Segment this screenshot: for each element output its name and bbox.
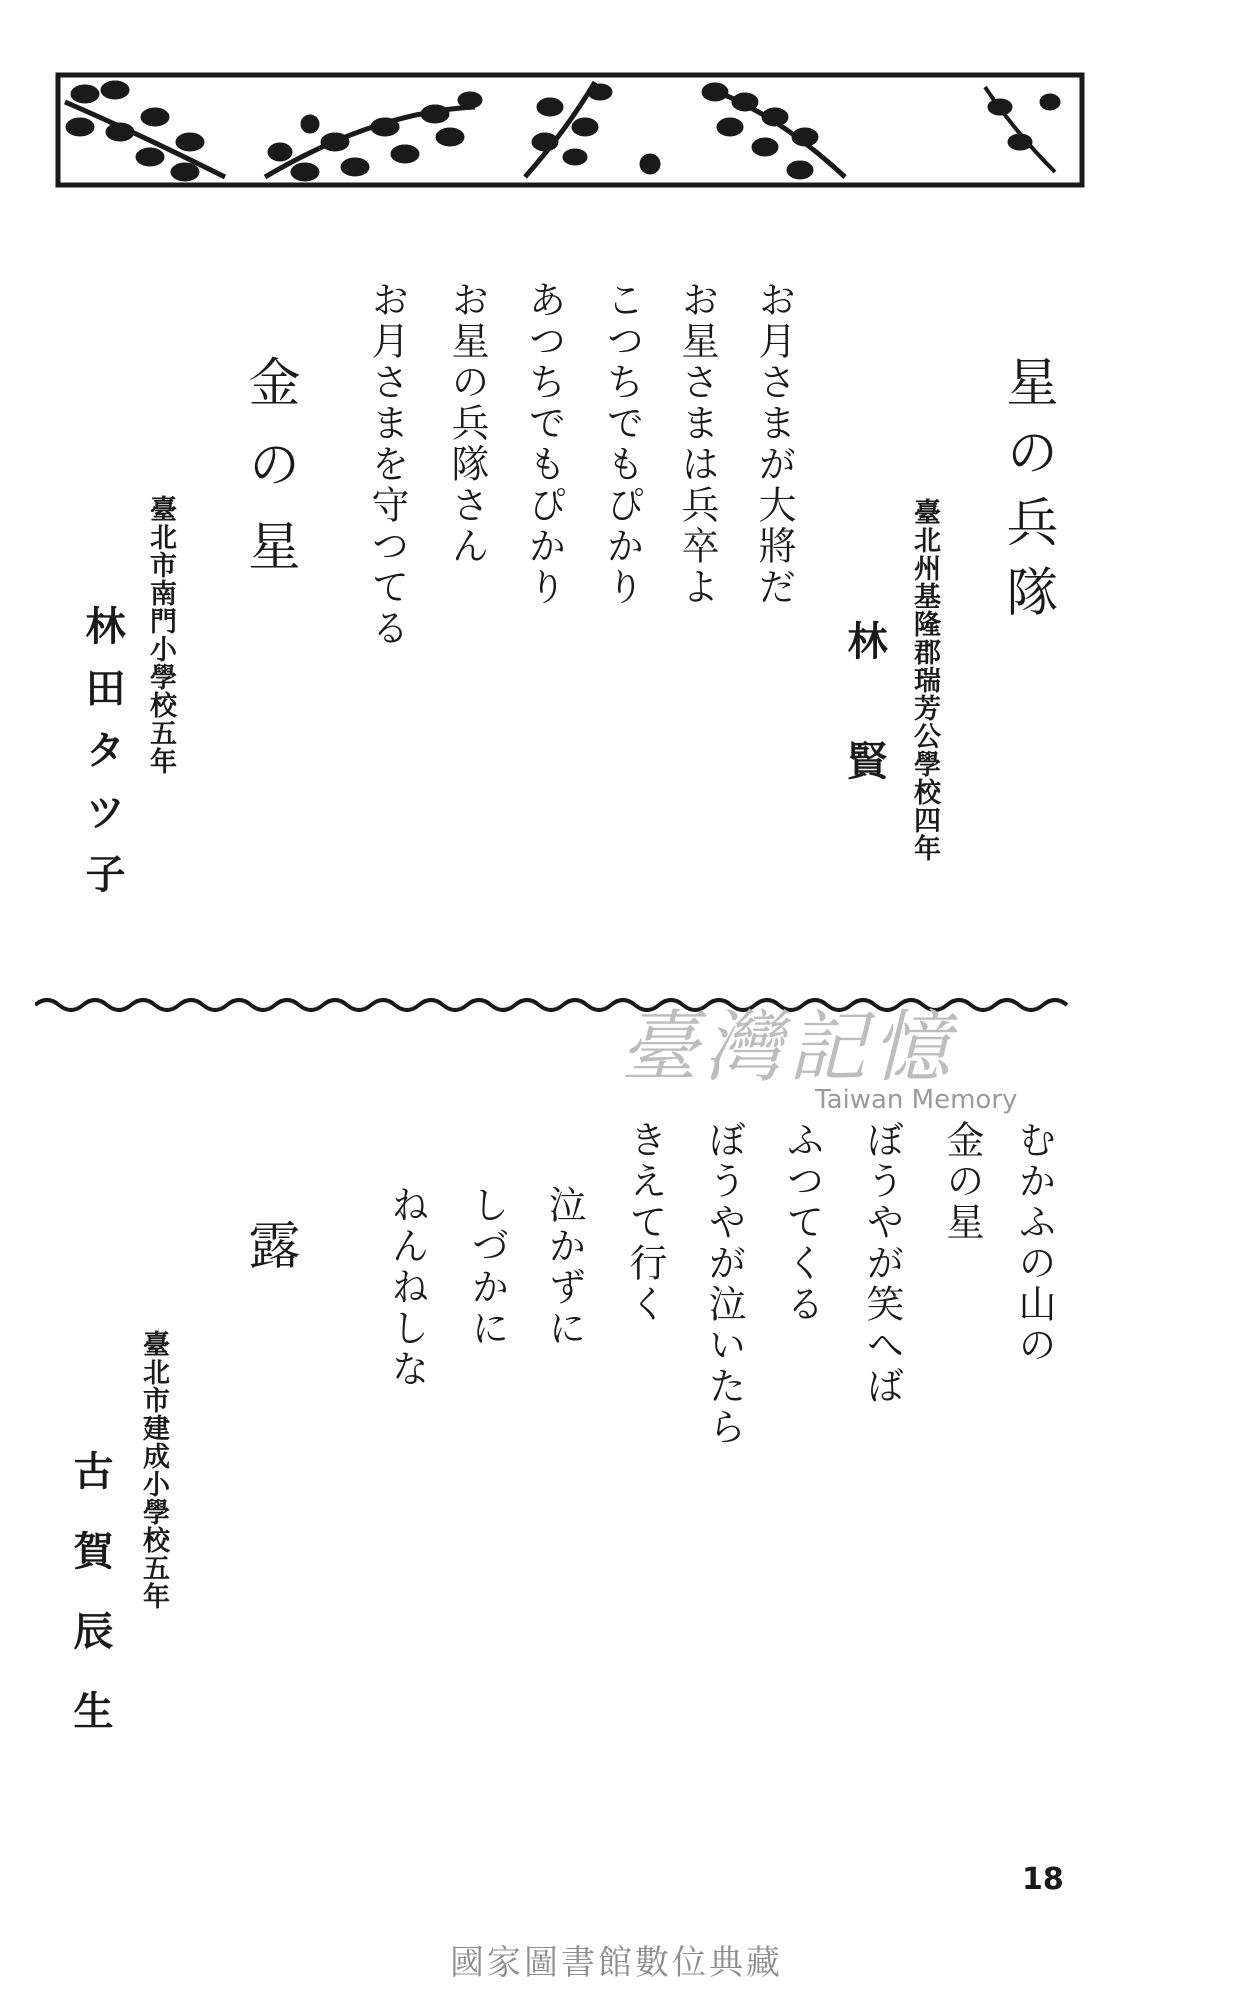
poem2-line: 金の星 <box>940 1120 984 1243</box>
poem3-line: 泣かずに <box>542 1185 586 1349</box>
poem3-line: ねんねしな <box>385 1185 429 1390</box>
poem2-line: ぼうやが笑へば <box>860 1120 904 1407</box>
poem1-line: お星の兵隊さん <box>445 280 489 567</box>
poem2-line: むかふの山の <box>1012 1120 1056 1366</box>
poem1-line: あつちでもぴかり <box>522 280 566 608</box>
poem2-author: 林田タツ子 <box>79 605 125 915</box>
poem2-line: ふつてくる <box>780 1120 824 1325</box>
decorative-leaf-banner <box>55 72 1085 190</box>
watermark-logo: 臺灣記憶 <box>620 1003 957 1093</box>
poem3-title: 露 <box>239 1218 299 1288</box>
poem1-line: お月さまを守つてる <box>365 280 409 649</box>
poem2-line: きえて行く <box>623 1120 667 1325</box>
page-number: 18 <box>1022 1862 1064 1897</box>
poem3-line: しづかに <box>465 1185 509 1349</box>
watermark-subtitle: Taiwan Memory <box>815 1085 1018 1115</box>
poem1-line: お星さまは兵卒よ <box>675 280 719 608</box>
poem1-author: 林 賢 <box>841 620 887 780</box>
poem2-title: 金の星 <box>239 355 299 601</box>
poem2-school: 臺北市南門小學校五年 <box>145 495 176 775</box>
poem1-school: 臺北州基隆郡瑞芳公學校四年 <box>909 498 940 862</box>
poem3-author: 古 賀 辰 生 <box>67 1450 113 1730</box>
poem2-line: ぼうやが泣いたら <box>702 1120 746 1448</box>
poem3-school: 臺北市建成小學校五年 <box>138 1330 169 1610</box>
poem1-line: お月さまが大將だ <box>752 280 796 608</box>
footer-archive-label: 國家圖書館數位典藏 <box>450 1943 783 1983</box>
poem1-title: 星の兵隊 <box>997 355 1057 635</box>
poem1-line: こつちでもぴかり <box>600 280 644 608</box>
